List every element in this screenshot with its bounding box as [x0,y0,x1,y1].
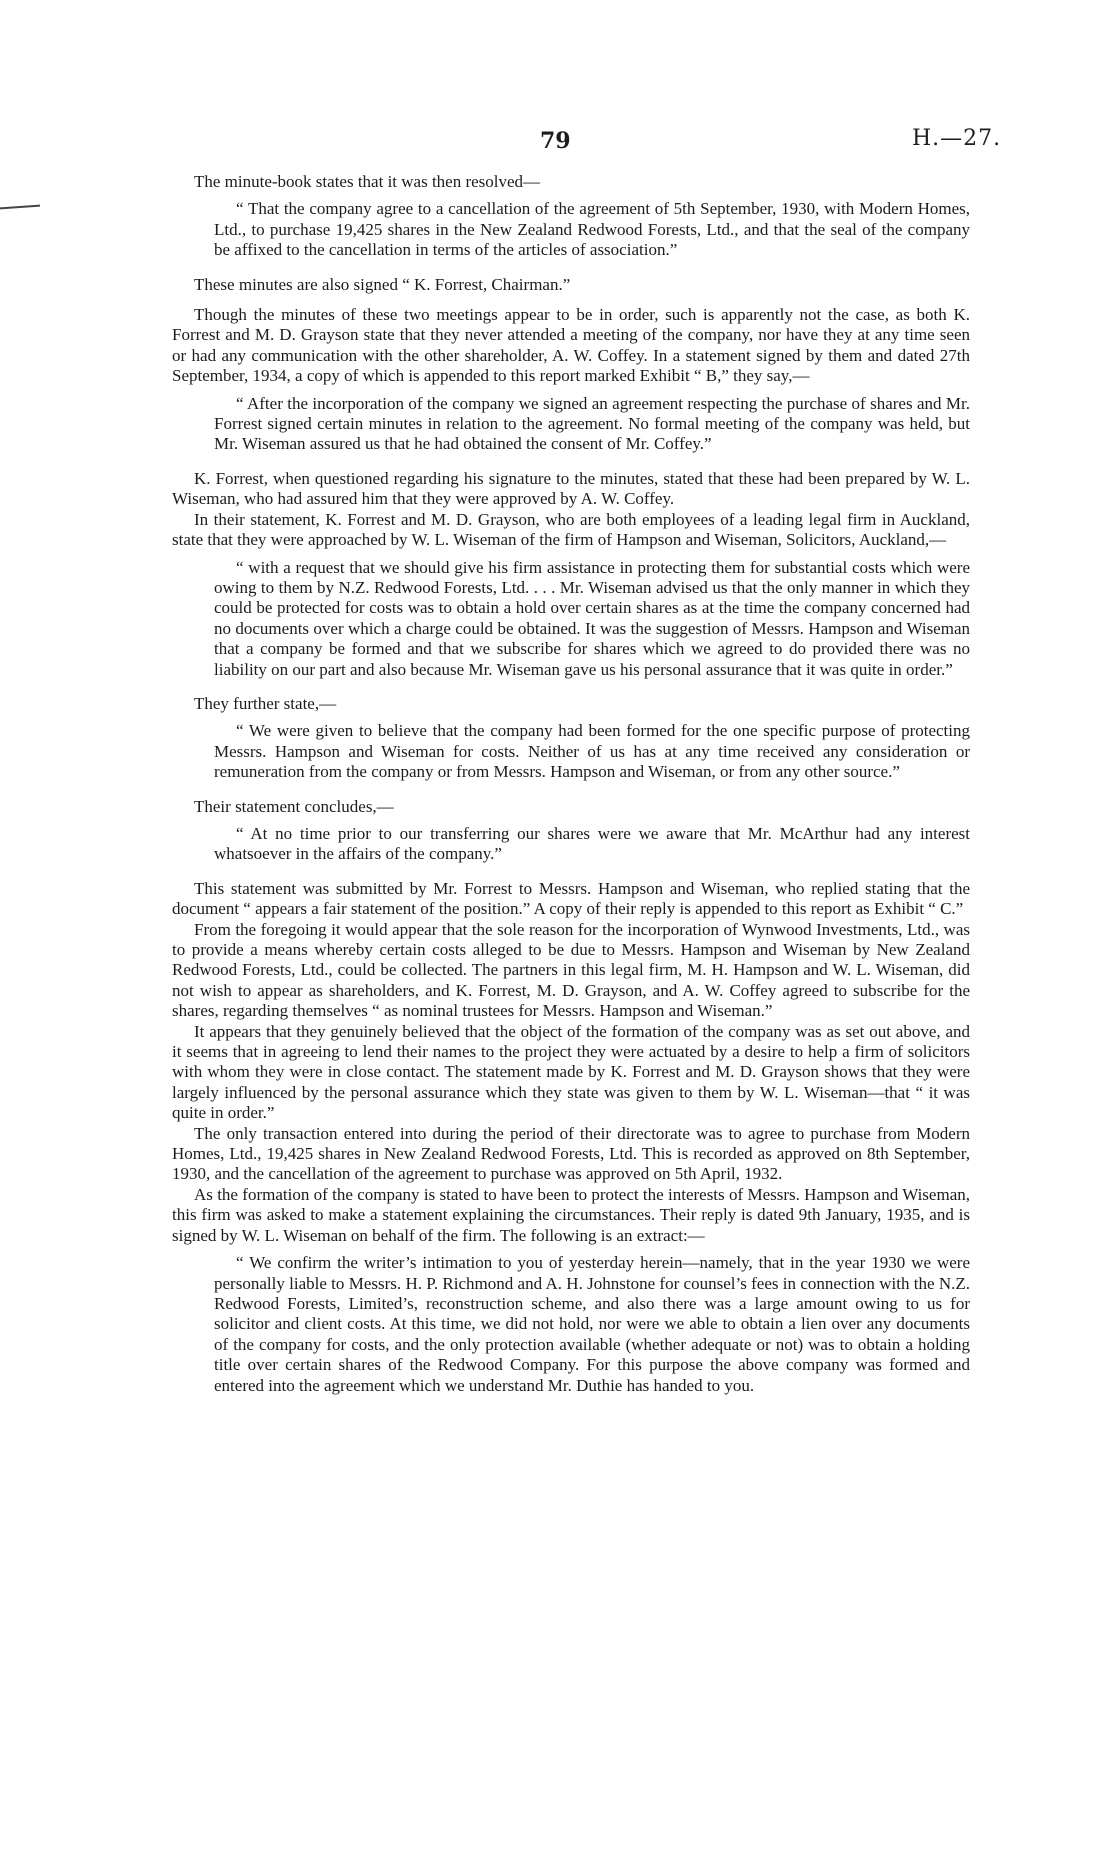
paragraph: This statement was submitted by Mr. Forrest to Messrs. Hampson and Wiseman, who replied stating that the document “ appears a fair statement of the position.” A copy of their reply is appended to this report as Exhibit “ C.” [172,878,970,919]
paragraph: It appears that they genuinely believed that the object of the formation of the company was as set out above, and it seems that in agreeing to lend their names to the project they were actuated by a desire to help a firm of solicitors with whom they were in close contact. The statement made by K. Forrest and M. D. Grayson shows that they were largely influenced by the personal assurance which they state was given to them by W. L. Wiseman—that “ it was quite in order.” [172,1021,970,1123]
paragraph: They further state,— [194,693,337,713]
paragraph: From the foregoing it would appear that the sole reason for the incorporation of Wynwood Investments, Ltd., was to provide a means whereby certain costs alleged to be due to Messrs. Hampson and Wiseman by New Zealand Redwood Forests, Ltd., could be collected. The partners in this legal firm, M. H. Hampson and W. L. Wiseman, did not wish to appear as shareholders, and K. Forrest, M. D. Grayson, and A. W. Coffey agreed to subscribe for the shares, regarding themselves “ as nominal trustees for Messrs. Hampson and Wiseman.” [172,919,970,1021]
paragraph: The only transaction entered into during the period of their directorate was to agree to purchase from Modern Homes, Ltd., 19,425 shares in New Zealand Redwood Forests, Ltd. This is recorded as approved on 8th September, 1930, and the cancellation of the agreement to purchase was approved on 5th April, 1932. [172,1123,970,1184]
paragraph: In their statement, K. Forrest and M. D. Grayson, who are both employees of a leading legal firm in Auckland, state that they were approached by W. L. Wiseman of the firm of Hampson and Wiseman, Solicitors, Auckland,— [172,509,970,550]
quotation: “ We were given to believe that the company had been formed for the one specific purpose of protecting Messrs. Hampson and Wiseman for costs. Neither of us has at any time received any consideration or remuneration from the company or from Messrs. Hampson and Wiseman, or from any other source.” [214,721,970,782]
quotation: “ At no time prior to our transferring our shares were we aware that Mr. McArthur had any interest whatsoever in the affairs of the company.” [214,823,970,864]
quotation: “ with a request that we should give his firm assistance in protecting them for substantial costs which were owing to them by N.Z. Redwood Forests, Ltd. . . . Mr. Wiseman advised us that the only manner in which they could be protected for costs was to obtain a hold over certain shares as at the time the company concerned had no documents over which a charge could be obtained. It was the suggestion of Messrs. Hampson and Wiseman that a company be formed and that we subscribe for shares which we agreed to do provided there was no liability on our part and also because Mr. Wiseman gave us his personal assurance that it was quite in order.” [214,557,970,679]
quotation: “ We confirm the writer’s intimation to you of yesterday herein—namely, that in the year 1930 we were personally liable to Messrs. H. P. Richmond and A. H. Johnstone for counsel’s fees in connection with the N.Z. Redwood Forests, Limited’s, reconstruction scheme, and also there was a large amount owing to us for solicitor and client costs. At this time, we did not hold, nor were we able to obtain a lien over any documents of the company for costs, and the only protection available (whether adequate or not) was to obtain a holding title over certain shares of the Redwood Company. For this purpose the above company was formed and entered into the agreement which we understand Mr. Duthie has handed to you. [214,1253,970,1395]
paragraph: As the formation of the company is stated to have been to protect the interests of Messrs. Hampson and Wiseman, this firm was asked to make a statement explaining the circumstances. Their reply is dated 9th January, 1935, and is signed by W. L. Wiseman on behalf of the firm. The following is an extract:— [172,1184,970,1245]
quotation: “ That the company agree to a cancellation of the agreement of 5th September, 1930, with Modern Homes, Ltd., to purchase 19,425 shares in the New Zealand Redwood Forests, Ltd., and that the seal of the company be affixed to the cancellation in terms of the articles of association.” [214,199,970,260]
paragraph: The minute-book states that it was then resolved— [194,172,541,191]
document-body [172,172,970,1396]
quotation: “ After the incorporation of the company we signed an agreement respecting the purchase of shares and Mr. Forrest signed certain minutes in relation to the agreement. No formal meeting of the company was held, but Mr. Wiseman assured us that he had obtained the consent of Mr. Coffey.” [214,393,970,454]
document-reference: H.—27. [912,126,1002,151]
page-number: 79 [540,128,571,154]
paragraph: These minutes are also signed “ K. Forrest, Chairman.” [194,274,571,294]
paragraph: Their statement concludes,— [194,796,394,816]
margin-mark [0,205,40,210]
paragraph: K. Forrest, when questioned regarding his signature to the minutes, stated that these had been prepared by W. L. Wiseman, who had assured him that they were approved by A. W. Coffey. [172,468,970,509]
paragraph: Though the minutes of these two meetings appear to be in order, such is apparently not the case, as both K. Forrest and M. D. Grayson state that they never attended a meeting of the company, nor have they at any time seen or had any communication with the other shareholder, A. W. Coffey. In a statement signed by them and dated 27th September, 1934, a copy of which is appended to this report marked Exhibit “ B,” they say,— [172,305,970,386]
